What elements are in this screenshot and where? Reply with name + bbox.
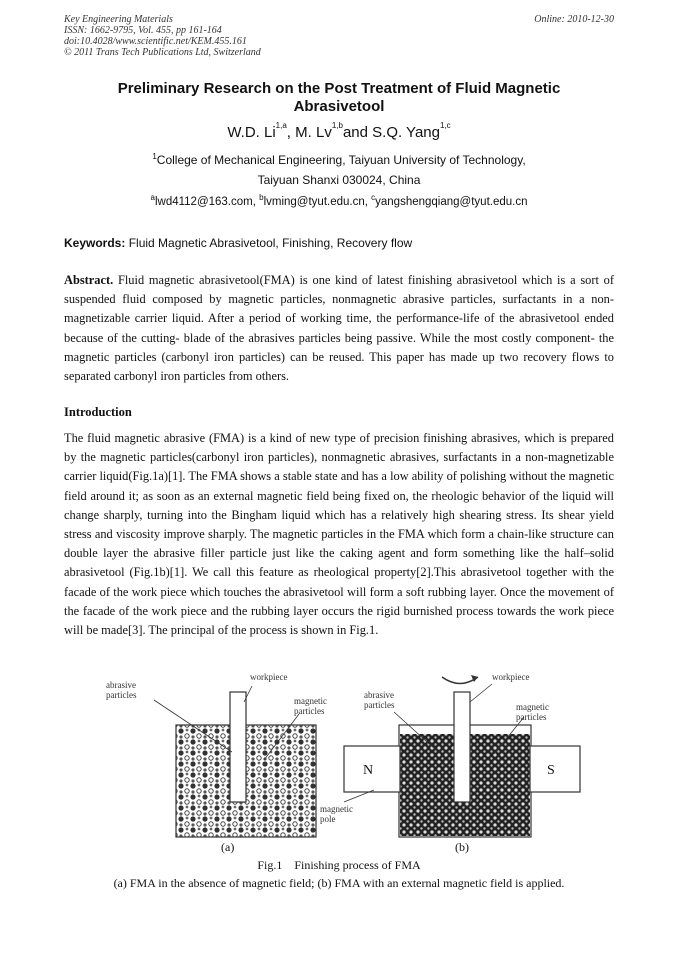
figure-caption-title: Fig.1 Finishing process of FMA <box>257 858 421 872</box>
figure-b-pole-s <box>530 746 580 792</box>
title-line-1: Preliminary Research on the Post Treatment of Fluid Magnetic <box>117 80 561 97</box>
email-link[interactable]: lvming@tyut.edu.cn, <box>263 196 372 208</box>
author-2: M. Lv <box>295 124 332 141</box>
figure-1 <box>94 662 584 852</box>
abstract <box>64 271 614 386</box>
title-line-2: Abrasivetool <box>293 98 385 115</box>
figure-b-workpiece <box>454 692 470 802</box>
email-marker: c <box>371 193 376 202</box>
author-1: W.D. Li <box>227 124 276 141</box>
figure-a-workpiece-label: workpiece <box>250 672 288 682</box>
abstract-text: Fluid magnetic abrasivetool(FMA) is one kind of latest finishing abrasivetool which is a sort of suspended fluid composed by magnetic particles, nonmagnetic abrasive particles, surfactants in a non-magnetizable carrier liquid. After a period of working time, the performance-life of the abrasivetool ended because of the cutting- blade of the abrasives particles being passive. While the most costly component- the magnetic particles (carbonyl iron particles) can be reused. This paper has made up two recovery flows to separated carbonyl iron particles from others. <box>64 273 614 384</box>
figure-a-abrasive-label: abrasive <box>106 680 136 690</box>
figure-b-magnetic-label: magnetic <box>516 702 549 712</box>
figure-b-abrasive-label: abrasive <box>364 690 394 700</box>
doi-line: doi:10.4028/www.scientific.net/KEM.455.161 <box>64 36 247 47</box>
author-separator: , <box>286 124 296 141</box>
figure-a-workpiece <box>230 692 246 802</box>
figure-b-abrasive-label: particles <box>364 700 395 710</box>
author-separator: and <box>342 124 373 141</box>
author-2-affil: 1,b <box>331 121 343 130</box>
figure-a-abrasive-label: particles <box>106 690 137 700</box>
figure-a-magnetic-label: particles <box>294 706 325 716</box>
keywords-label: Keywords: <box>64 236 126 250</box>
journal-header <box>64 14 261 58</box>
email-marker: a <box>150 193 155 202</box>
pole-n-label: N <box>363 763 374 778</box>
affiliation <box>64 150 614 190</box>
affiliation-line-2: Taiyuan Shanxi 030024, China <box>257 173 421 187</box>
keywords <box>64 236 614 250</box>
introduction-heading: Introduction <box>64 405 132 419</box>
author-list <box>64 121 614 141</box>
author-3-affil: 1,c <box>439 121 451 130</box>
figure-b-pole-label: pole <box>320 814 336 824</box>
figure-caption-description: (a) FMA in the absence of magnetic field; (b) FMA with an external magnetic field is applied. <box>113 876 565 890</box>
author-emails <box>64 193 614 208</box>
figure-a-magnetic-label: magnetic <box>294 696 327 706</box>
figure-b-magnetic-label: particles <box>516 712 547 722</box>
affiliation-number: 1 <box>152 152 157 161</box>
email-marker: b <box>259 193 264 202</box>
figure-b-sublabel: (b) <box>455 840 469 854</box>
author-3: S.Q. Yang <box>372 124 440 141</box>
figure-b-panel <box>320 672 580 837</box>
online-date: Online: 2010-12-30 <box>534 14 614 25</box>
issn-line: ISSN: 1662-9795, Vol. 455, pp 161-164 <box>64 25 222 36</box>
email-link[interactable]: lwd4112@163.com, <box>154 196 260 208</box>
paper-title <box>64 80 614 116</box>
journal-name: Key Engineering Materials <box>64 14 173 25</box>
figure-b-pole-label: magnetic <box>320 804 353 814</box>
figure-a-panel <box>106 672 327 837</box>
pole-s-label: S <box>547 763 555 778</box>
figure-b-workpiece-label: workpiece <box>492 672 530 682</box>
author-1-affil: 1,a <box>275 121 287 130</box>
email-link[interactable]: yangshengqiang@tyut.edu.cn <box>375 196 528 208</box>
figure-a-sublabel: (a) <box>221 840 235 854</box>
abstract-label: Abstract. <box>64 273 114 287</box>
keywords-text: Fluid Magnetic Abrasivetool, Finishing, Recovery flow <box>125 236 413 250</box>
introduction-text: The fluid magnetic abrasive (FMA) is a kind of new type of precision finishing abrasives, which is prepared by the magnetic particles(carbonyl iron particles), nonmagnetic abrasives, surfactants in a non-magnetizable carrier liquid(Fig.1a)[1]. The FMA shows a stable state and has a low ability of polishing without the magnetic field around it; as soon as an external magnetic field being fixed on, the rheologic behavior of the liquid will change sharply, turning into the Bingham liquid which has a relatively high shearing stress. Its shear yield stress and viscosity improve sharply. The magnetic particles in the FMA which form a chain-like structure can double layer the abrasive filler particle just like the caking agent and form something like the half–solid abrasivetool (Fig.1b)[1]. We call this feature as rheological property[2].This abrasivetool together with the facade of the work piece which touches the abrasivetool will form a soft rubbing layer. Once the movement of the facade of the work piece and the rubbing layer occurs the rigid burnished process towards the work piece will be made[3]. The principal of the process is shown in Fig.1. <box>64 431 614 638</box>
affiliation-line-1: College of Mechanical Engineering, Taiyuan University of Technology, <box>156 153 526 167</box>
copyright-line: © 2011 Trans Tech Publications Ltd, Switzerland <box>64 47 261 58</box>
